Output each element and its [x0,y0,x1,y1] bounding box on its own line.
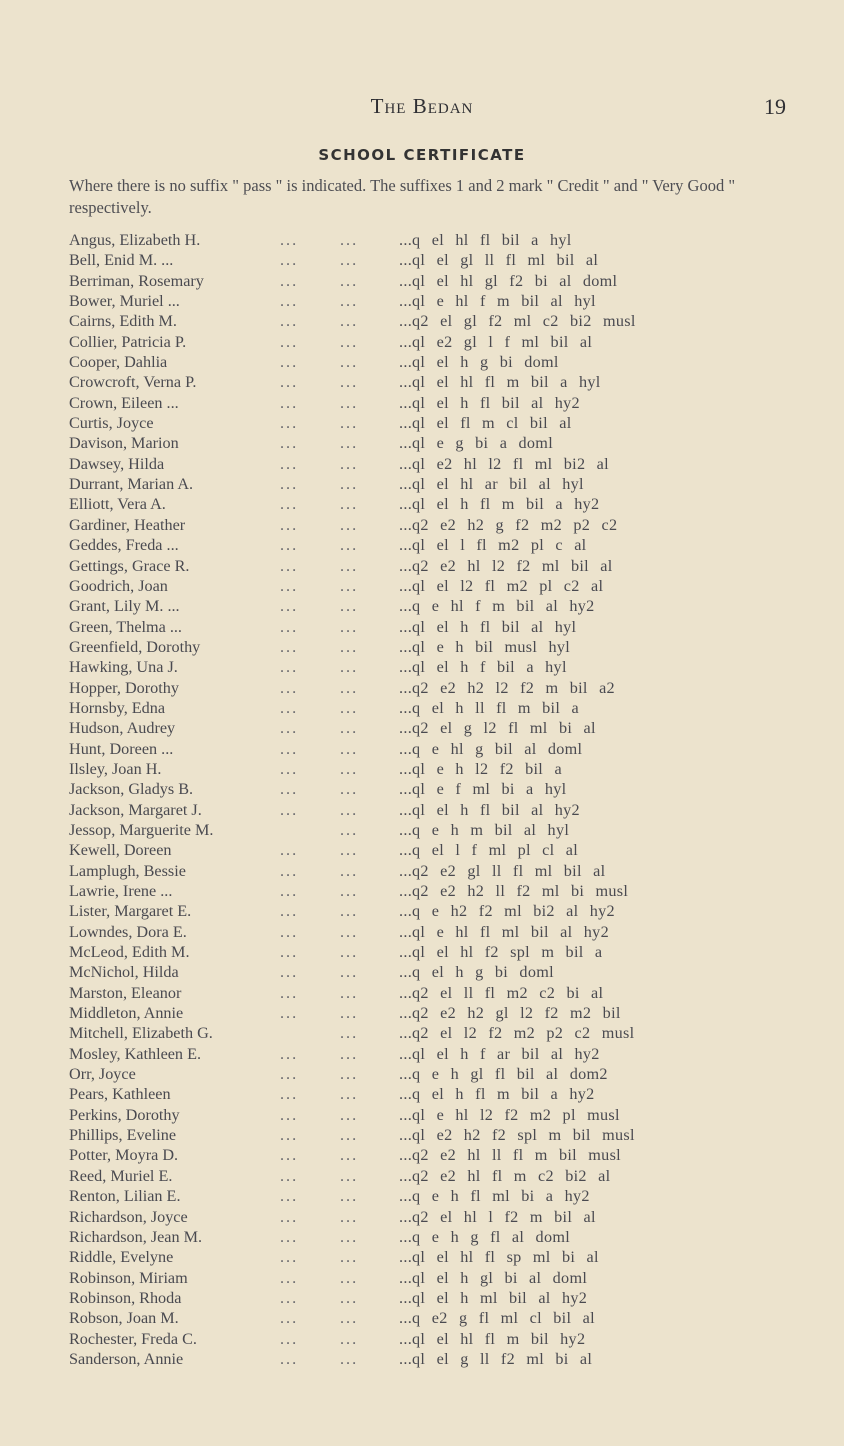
subject-codes: ...ql e hl l2 f2 m2 pl musl [399,1105,620,1124]
leader-dots: ... [340,780,359,799]
student-name: Perkins, Dorothy [69,1105,180,1124]
page-header [0,94,844,124]
leader-dots: ... [340,231,359,249]
list-item [0,393,844,413]
leader-dots: ... [280,312,299,331]
subject-codes: ...ql el h g bi doml [399,353,559,372]
list-item [0,576,844,596]
leader-dots: ... [340,353,359,372]
subject-codes: ...ql e2 h2 f2 spl m bil musl [399,1126,635,1145]
leader-dots: ... [340,1329,359,1348]
student-name: Jackson, Gladys B. [69,780,194,799]
student-name: Orr, Joyce [69,1065,136,1084]
leader-dots: ... [280,1349,299,1368]
list-item [0,820,844,840]
student-name: Elliott, Vera A. [69,495,166,514]
subject-codes: ...q2 e2 gl ll fl ml bil al [399,861,606,880]
leader-dots: ... [340,922,359,941]
list-item [0,779,844,799]
subject-codes: ...ql el hl gl f2 bi al doml [399,271,618,290]
list-item [0,962,844,982]
leader-dots: ... [280,1166,299,1185]
leader-dots: ... [340,393,359,412]
subject-codes: ...ql e h l2 f2 bil a [399,759,562,778]
leader-dots: ... [280,292,299,311]
leader-dots: ... [340,1146,359,1165]
list-item [0,1166,844,1186]
list-item [0,1105,844,1125]
leader-dots: ... [340,841,359,860]
leader-dots: ... [340,759,359,778]
leader-dots: ... [280,698,299,717]
subject-codes: ...q2 el gl f2 ml c2 bi2 musl [399,312,636,331]
leader-dots: ... [280,983,299,1002]
list-item [0,901,844,921]
subject-codes: ...q2 e2 hl fl m c2 bi2 al [399,1166,611,1185]
leader-dots: ... [280,515,299,534]
leader-dots: ... [340,739,359,758]
subject-codes: ...q e2 g fl ml cl bil al [399,1309,595,1328]
list-item [0,1125,844,1145]
leader-dots: ... [340,1004,359,1023]
list-item [0,1084,844,1104]
student-name: Kewell, Doreen [69,841,172,860]
student-name: Cairns, Edith M. [69,312,177,331]
subject-codes: ...q e h m bil al hyl [399,820,570,839]
leader-dots: ... [280,1207,299,1226]
list-item [0,372,844,392]
list-item [0,433,844,453]
leader-dots: ... [340,1024,359,1043]
leader-dots: ... [340,495,359,514]
student-name: Jackson, Margaret J. [69,800,202,819]
page-number: 19 [764,94,786,119]
leader-dots: ... [340,536,359,555]
subject-codes: ...ql el h fl bil al hyl [399,617,577,636]
student-name: Robson, Joan M. [69,1309,179,1328]
subject-codes: ...q el l f ml pl cl al [399,841,579,860]
subject-codes: ...ql el h fl m bil a hy2 [399,495,600,514]
list-item [0,942,844,962]
leader-dots: ... [280,353,299,372]
list-item [0,1308,844,1328]
student-name: Grant, Lily M. ... [69,597,180,616]
leader-dots: ... [280,902,299,921]
list-item [0,1003,844,1023]
list-item [0,698,844,718]
leader-dots: ... [340,332,359,351]
leader-dots: ... [280,373,299,392]
list-item [0,800,844,820]
leader-dots: ... [280,1004,299,1023]
list-item [0,1207,844,1227]
leader-dots: ... [340,1288,359,1307]
leader-dots: ... [280,1309,299,1328]
student-name: Robinson, Rhoda [69,1288,182,1307]
student-name: Angus, Elizabeth H. [69,231,201,249]
student-name: Rochester, Freda C. [69,1329,197,1348]
leader-dots: ... [280,1065,299,1084]
subject-codes: ...q el hl fl bil a hyl [399,231,572,249]
list-item [0,535,844,555]
leader-dots: ... [280,434,299,453]
subject-codes: ...q el h g bi doml [399,963,554,982]
leader-dots: ... [280,1227,299,1246]
leader-dots: ... [280,1248,299,1267]
subject-codes: ...ql el l fl m2 pl c al [399,536,587,555]
student-name: Jessop, Marguerite M. [69,820,214,839]
list-item [0,840,844,860]
subject-codes: ...q2 el hl l f2 m bil al [399,1207,596,1226]
student-name: Geddes, Freda ... [69,536,179,555]
student-name: Reed, Muriel E. [69,1166,173,1185]
leader-dots: ... [340,556,359,575]
student-name: Mitchell, Elizabeth G. [69,1024,213,1043]
subject-codes: ...q e hl g bil al doml [399,739,583,758]
list-item [0,413,844,433]
leader-dots: ... [280,841,299,860]
leader-dots: ... [280,556,299,575]
leader-dots: ... [340,861,359,880]
list-item [0,332,844,352]
leader-dots: ... [280,1268,299,1287]
subject-codes: ...q e h g fl al doml [399,1227,571,1246]
leader-dots: ... [340,251,359,270]
list-item [0,556,844,576]
list-item [0,881,844,901]
leader-dots: ... [340,617,359,636]
list-item [0,515,844,535]
leader-dots: ... [340,1085,359,1104]
list-item [0,596,844,616]
leader-dots: ... [280,943,299,962]
student-name: Sanderson, Annie [69,1349,184,1368]
leader-dots: ... [280,800,299,819]
subject-codes: ...ql el hl ar bil al hyl [399,475,584,494]
subject-codes: ...q e h2 f2 ml bi2 al hy2 [399,902,615,921]
list-item [0,494,844,514]
leader-dots: ... [280,658,299,677]
leader-dots: ... [280,414,299,433]
leader-dots: ... [340,475,359,494]
subject-codes: ...ql e f ml bi a hyl [399,780,567,799]
student-name: Lamplugh, Bessie [69,861,186,880]
subject-codes: ...ql el h f ar bil al hy2 [399,1044,600,1063]
student-name: Riddle, Evelyne [69,1248,174,1267]
list-item [0,922,844,942]
list-item [0,352,844,372]
leader-dots: ... [280,739,299,758]
subject-codes: ...ql e hl f m bil al hyl [399,292,596,311]
student-name: Lister, Margaret E. [69,902,192,921]
leader-dots: ... [340,1166,359,1185]
student-name: Cooper, Dahlia [69,353,168,372]
leader-dots: ... [280,1085,299,1104]
subject-codes: ...q2 el l2 f2 m2 p2 c2 musl [399,1024,635,1043]
student-name: Ilsley, Joan H. [69,759,162,778]
subject-codes: ...ql e2 hl l2 fl ml bi2 al [399,454,609,473]
subject-codes: ...ql el hl fl m bil a hyl [399,373,601,392]
leader-dots: ... [340,576,359,595]
subject-codes: ...q e hl f m bil al hy2 [399,597,595,616]
student-name: Crown, Eileen ... [69,393,179,412]
list-item [0,311,844,331]
student-name: Hunt, Doreen ... [69,739,174,758]
list-item [0,718,844,738]
list-item [0,861,844,881]
leader-dots: ... [340,1044,359,1063]
leader-dots: ... [280,597,299,616]
results-list [0,230,844,1369]
subject-codes: ...q2 el ll fl m2 c2 bi al [399,983,604,1002]
subject-codes: ...ql el gl ll fl ml bil al [399,251,599,270]
leader-dots: ... [340,902,359,921]
subject-codes: ...ql e h bil musl hyl [399,637,571,656]
leader-dots: ... [340,1248,359,1267]
subject-codes: ...q2 e2 h2 gl l2 f2 m2 bil [399,1004,621,1023]
list-item [0,1145,844,1165]
list-item [0,250,844,270]
list-item [0,271,844,291]
leader-dots: ... [340,1268,359,1287]
student-name: Goodrich, Joan [69,576,168,595]
student-name: Robinson, Miriam [69,1268,188,1287]
leader-dots: ... [340,292,359,311]
leader-dots: ... [280,780,299,799]
subject-codes: ...q e h gl fl bil al dom2 [399,1065,608,1084]
leader-dots: ... [280,251,299,270]
section-heading: SCHOOL CERTIFICATE [318,146,526,164]
leader-dots: ... [340,943,359,962]
leader-dots: ... [280,454,299,473]
student-name: Green, Thelma ... [69,617,182,636]
subject-codes: ...q2 el g l2 fl ml bi al [399,719,596,738]
leader-dots: ... [280,1187,299,1206]
subject-codes: ...q2 e2 hl ll fl m bil musl [399,1146,621,1165]
list-item [0,1247,844,1267]
student-name: Richardson, Joyce [69,1207,188,1226]
leader-dots: ... [340,820,359,839]
leader-dots: ... [340,1187,359,1206]
list-item [0,1186,844,1206]
list-item [0,678,844,698]
subject-codes: ...ql el fl m cl bil al [399,414,572,433]
list-item [0,230,844,250]
leader-dots: ... [340,637,359,656]
student-name: Pears, Kathleen [69,1085,171,1104]
leader-dots: ... [280,1044,299,1063]
leader-dots: ... [280,393,299,412]
leader-dots: ... [280,1288,299,1307]
student-name: McLeod, Edith M. [69,943,190,962]
leader-dots: ... [280,617,299,636]
leader-dots: ... [280,963,299,982]
leader-dots: ... [340,1105,359,1124]
student-name: Davison, Marion [69,434,179,453]
leader-dots: ... [340,882,359,900]
leader-dots: ... [280,536,299,555]
subject-codes: ...q e h fl ml bi a hy2 [399,1187,590,1206]
student-name: Mosley, Kathleen E. [69,1044,202,1063]
leader-dots: ... [340,434,359,453]
subject-codes: ...q2 e2 h2 l2 f2 m bil a2 [399,678,615,697]
leader-dots: ... [280,922,299,941]
leader-dots: ... [340,658,359,677]
leader-dots: ... [340,1126,359,1145]
leader-dots: ... [280,1105,299,1124]
leader-dots: ... [280,1126,299,1145]
student-name: Hudson, Audrey [69,719,176,738]
leader-dots: ... [280,678,299,697]
leader-dots: ... [280,759,299,778]
leader-dots: ... [280,719,299,738]
leader-dots: ... [340,312,359,331]
list-item [0,1227,844,1247]
student-name: McNichol, Hilda [69,963,179,982]
leader-dots: ... [340,373,359,392]
student-name: Durrant, Marian A. [69,475,194,494]
student-name: Lowndes, Dora E. [69,922,187,941]
leader-dots: ... [340,698,359,717]
student-name: Gettings, Grace R. [69,556,190,575]
student-name: Richardson, Jean M. [69,1227,203,1246]
student-name: Lawrie, Irene ... [69,882,173,900]
list-item [0,291,844,311]
leader-dots: ... [280,271,299,290]
student-name: Greenfield, Dorothy [69,637,201,656]
leader-dots: ... [340,963,359,982]
subject-codes: ...ql el hl fl sp ml bi al [399,1248,599,1267]
student-name: Dawsey, Hilda [69,454,165,473]
subject-codes: ...ql el h gl bi al doml [399,1268,588,1287]
list-item [0,637,844,657]
student-name: Berriman, Rosemary [69,271,204,290]
leader-dots: ... [280,231,299,249]
subject-codes: ...q el h fl m bil a hy2 [399,1085,595,1104]
leader-dots: ... [340,1207,359,1226]
list-item [0,1349,844,1369]
student-name: Hawking, Una J. [69,658,178,677]
subject-codes: ...q el h ll fl m bil a [399,698,579,717]
list-item [0,617,844,637]
subject-codes: ...q2 e2 h2 g f2 m2 p2 c2 [399,515,618,534]
leader-dots: ... [280,1329,299,1348]
leader-dots: ... [280,332,299,351]
student-name: Hornsby, Edna [69,698,166,717]
leader-dots: ... [340,414,359,433]
list-item [0,983,844,1003]
student-name: Bower, Muriel ... [69,292,180,311]
list-item [0,1329,844,1349]
leader-dots: ... [340,1065,359,1084]
subject-codes: ...ql e hl fl ml bil al hy2 [399,922,609,941]
subject-codes: ...ql el h ml bil al hy2 [399,1288,588,1307]
list-item [0,1064,844,1084]
leader-dots: ... [340,719,359,738]
subject-codes: ...ql el hl fl m bil hy2 [399,1329,586,1348]
list-item [0,1288,844,1308]
leader-dots: ... [340,1309,359,1328]
student-name: Marston, Eleanor [69,983,182,1002]
leader-dots: ... [280,1146,299,1165]
leader-dots: ... [340,678,359,697]
subject-codes: ...ql el hl f2 spl m bil a [399,943,603,962]
subject-codes: ...ql el h fl bil al hy2 [399,393,580,412]
leader-dots: ... [340,800,359,819]
subject-codes: ...q2 e2 h2 ll f2 ml bi musl [399,882,629,900]
student-name: Bell, Enid M. ... [69,251,174,270]
subject-codes: ...ql el g ll f2 ml bi al [399,1349,593,1368]
list-item [0,759,844,779]
student-name: Hopper, Dorothy [69,678,179,697]
student-name: Middleton, Annie [69,1004,184,1023]
subject-codes: ...ql e2 gl l f ml bil al [399,332,593,351]
leader-dots: ... [280,475,299,494]
subject-codes: ...ql el h fl bil al hy2 [399,800,580,819]
student-name: Collier, Patricia P. [69,332,187,351]
list-item [0,1044,844,1064]
student-name: Renton, Lilian E. [69,1187,181,1206]
leader-dots: ... [340,597,359,616]
leader-dots: ... [280,861,299,880]
leader-dots: ... [280,637,299,656]
leader-dots: ... [340,454,359,473]
running-title: The Bedan [370,94,474,118]
list-item [0,739,844,759]
student-name: Potter, Moyra D. [69,1146,179,1165]
subject-codes: ...ql el h f bil a hyl [399,658,567,677]
subject-codes: ...ql el l2 fl m2 pl c2 al [399,576,604,595]
leader-dots: ... [340,983,359,1002]
leader-dots: ... [340,1349,359,1368]
student-name: Gardiner, Heather [69,515,186,534]
leader-dots: ... [280,576,299,595]
list-item [0,657,844,677]
list-item [0,474,844,494]
subject-codes: ...q2 e2 hl l2 f2 ml bil al [399,556,613,575]
student-name: Crowcroft, Verna P. [69,373,197,392]
leader-dots: ... [280,495,299,514]
leader-dots: ... [280,882,299,900]
leader-dots: ... [340,271,359,290]
list-item [0,454,844,474]
leader-dots: ... [340,515,359,534]
list-item [0,1023,844,1043]
student-name: Curtis, Joyce [69,414,154,433]
intro-paragraph: Where there is no suffix " pass " is indicated. The suffixes 1 and 2 mark " Credit " and " Very Good " respectively. [69,176,736,217]
list-item [0,1268,844,1288]
subject-codes: ...ql e g bi a doml [399,434,553,453]
student-name: Phillips, Eveline [69,1126,177,1145]
leader-dots: ... [340,1227,359,1246]
